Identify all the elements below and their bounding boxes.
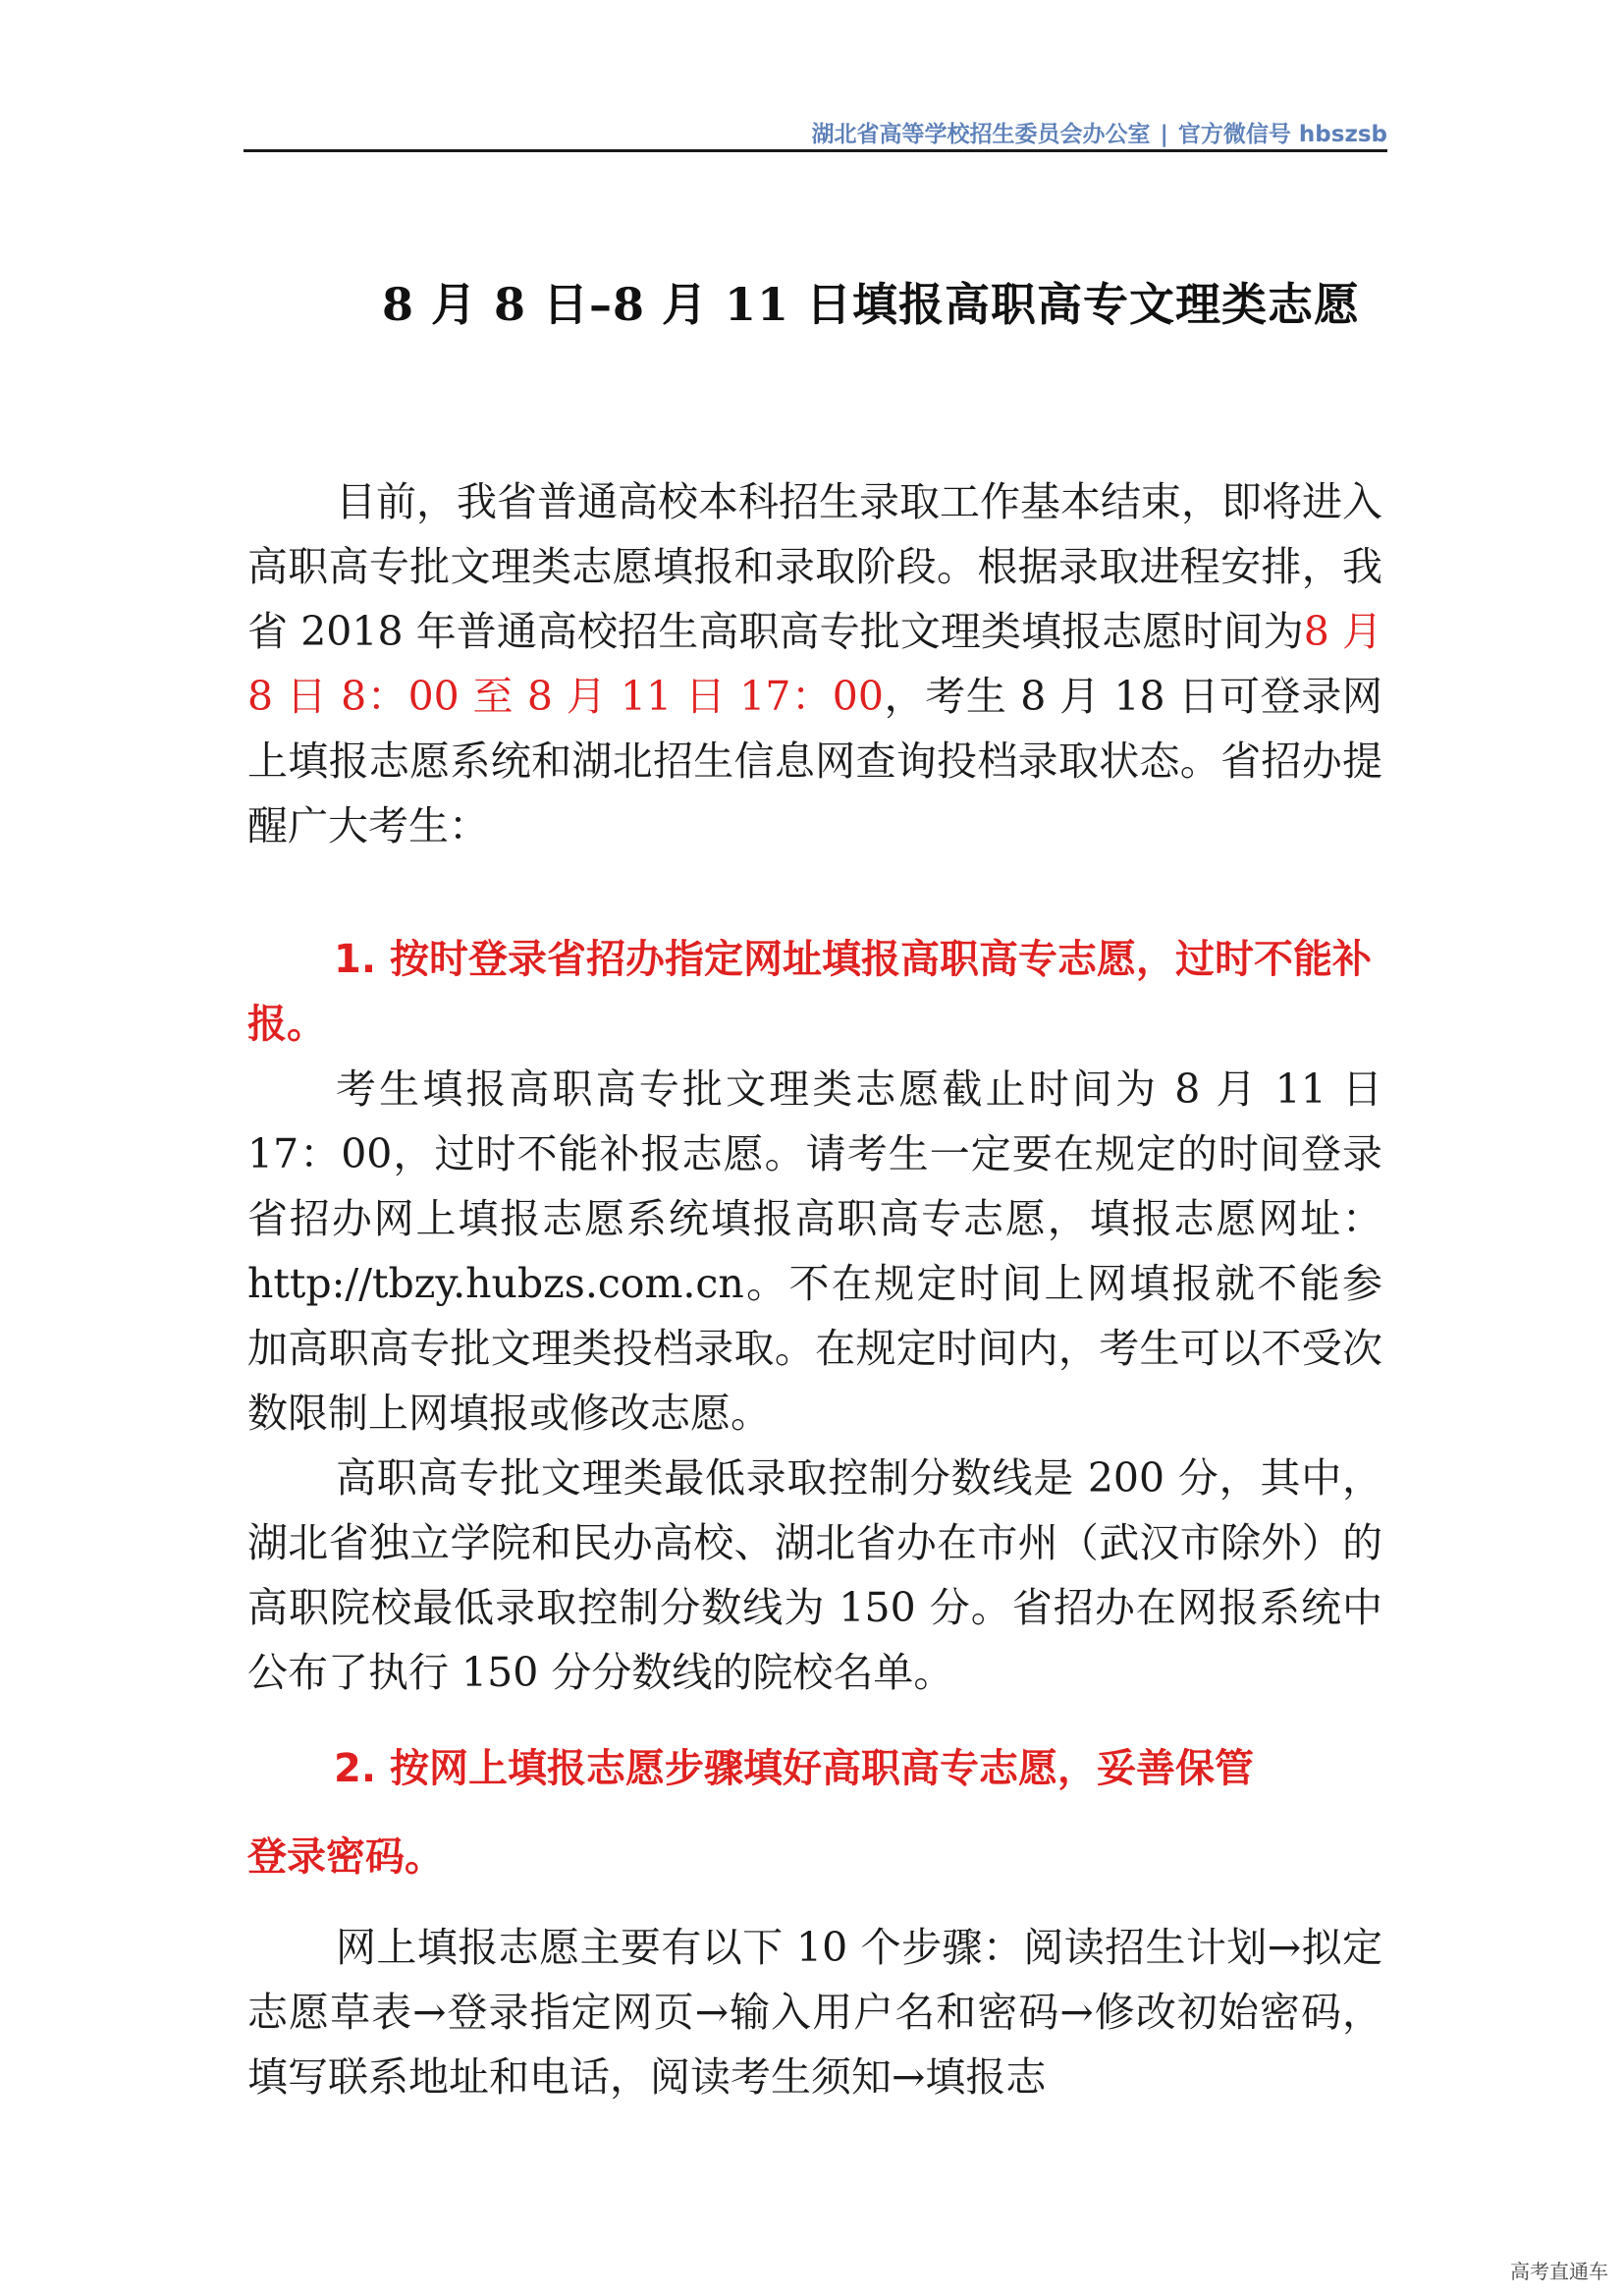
header-separator: | bbox=[1160, 122, 1168, 147]
section1-paragraph-1: 考生填报高职高专批文理类志愿截止时间为 8 月 11 日 17：00，过时不能补报志愿。请考生一定要在规定的时间登录省招办网上填报志愿系统填报高职高专志愿，填报志愿网址：http://tbzy.hubzs.com.cn。不在规定时间上网填报就不能参加高职高专批文理类投档录取。在规定时间内，考生可以不受次数限制上网填报或修改志愿。 bbox=[247, 1066, 1382, 1437]
page-title: 8 月 8 日–8 月 11 日填报高职高专文理类志愿 bbox=[381, 278, 1361, 331]
intro-paragraph bbox=[247, 469, 1382, 858]
header-org: 湖北省高等学校招生委员会办公室 bbox=[811, 122, 1151, 147]
intro-text-2: ，考生 8 月 18 日可登录网上填报志愿系统和湖北招生信息网查询投档录取状态。省招办提醒广大考生： bbox=[247, 673, 1383, 849]
section1-paragraph-2: 高职高专批文理类最低录取控制分数线是 200 分，其中，湖北省独立学院和民办高校、湖北省办在市州（武汉市除外）的高职院校最低录取控制分数线为 150 分。省招办在网报系统中公布了执行 150 分分数线的院校名单。 bbox=[247, 1454, 1382, 1696]
section2-paragraph-1: 网上填报志愿主要有以下 10 个步骤：阅读招生计划→拟定志愿草表→登录指定网页→输入用户名和密码→修改初始密码，填写联系地址和电话，阅读考生须知→填报志 bbox=[247, 1924, 1382, 2101]
intro-text-1: 目前，我省普通高校本科招生录取工作基本结束，即将进入高职高专批文理类志愿填报和录取阶段。根据录取进程安排，我省 2018 年普通高校招生高职高专批文理类填报志愿时间为 bbox=[247, 478, 1382, 655]
header-divider bbox=[244, 149, 1387, 152]
section2-heading-line1: 2. 按网上填报志愿步骤填好高职高专志愿，妥善保管 bbox=[334, 1746, 1254, 1791]
header-wechat: 官方微信号 hbszsb bbox=[1177, 122, 1387, 147]
page-header bbox=[812, 116, 1387, 148]
intro-highlight-time: 8 月 8 日 8：00 至 8 月 11 日 17：00 bbox=[247, 608, 1382, 720]
section1-heading: 1. 按时登录省招办指定网址填报高职高专志愿，过时不能补报。 bbox=[247, 937, 1372, 1047]
watermark: 高考直通车 bbox=[1510, 2260, 1608, 2283]
section2-heading-line2: 登录密码。 bbox=[247, 1834, 444, 1880]
